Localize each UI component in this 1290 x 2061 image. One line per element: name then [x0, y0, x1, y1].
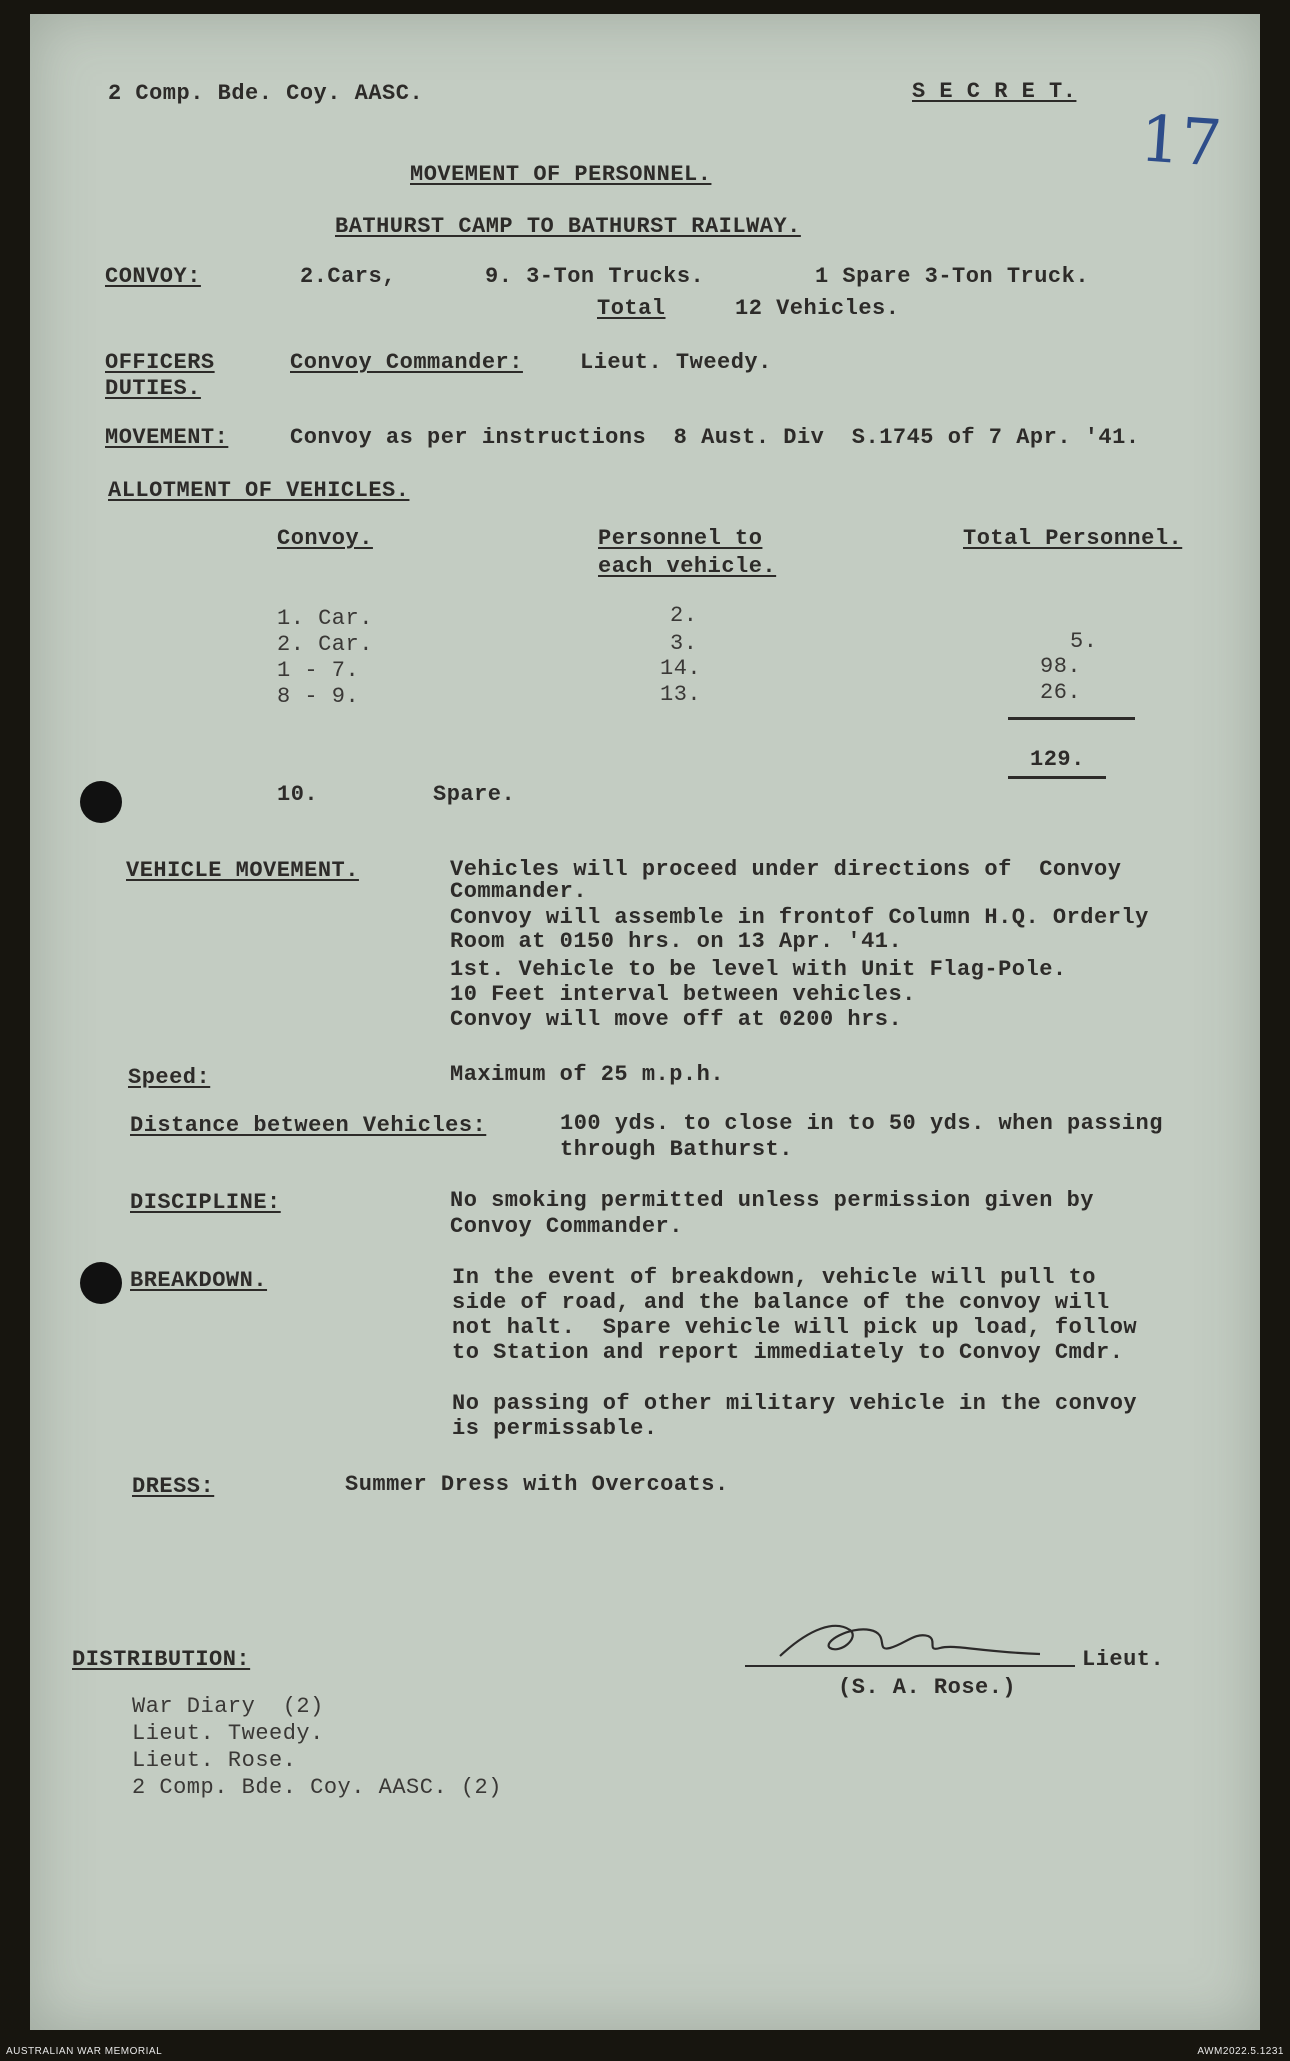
convoy-total-value: 12 Vehicles. — [735, 296, 900, 321]
total-underline — [1008, 776, 1106, 779]
table-row-total: 26. — [1040, 680, 1082, 705]
signature-scrawl — [740, 1608, 1080, 1678]
vehicle-movement-line: 1st. Vehicle to be level with Unit Flag-Pole. — [450, 957, 1067, 982]
vehicle-movement-line: 10 Feet interval between vehicles. — [450, 982, 916, 1007]
movement-label: MOVEMENT: — [105, 425, 229, 450]
dress-label: DRESS: — [132, 1474, 215, 1499]
column-header-convoy: Convoy. — [277, 526, 373, 551]
punch-hole — [80, 1262, 122, 1304]
footer-archive-name: AUSTRALIAN WAR MEMORIAL — [6, 2046, 163, 2057]
breakdown-line: not halt. Spare vehicle will pick up load, follow — [452, 1315, 1138, 1340]
convoy-commander-label: Convoy Commander: — [290, 350, 523, 375]
punch-hole — [80, 781, 122, 823]
vehicle-movement-label: VEHICLE MOVEMENT. — [126, 858, 359, 883]
distribution-item: 2 Comp. Bde. Coy. AASC. (2) — [132, 1775, 502, 1800]
column-header-personnel-2: each vehicle. — [598, 554, 777, 579]
breakdown-line: side of road, and the balance of the convoy will — [452, 1290, 1110, 1315]
dress-text: Summer Dress with Overcoats. — [345, 1472, 729, 1497]
spare-label: Spare. — [433, 782, 516, 807]
breakdown-note-2: is permissable. — [452, 1416, 658, 1441]
breakdown-line: In the event of breakdown, vehicle will pull to — [452, 1265, 1097, 1290]
distribution-item: War Diary (2) — [132, 1694, 324, 1719]
table-row-convoy: 2. Car. — [277, 632, 373, 657]
breakdown-note: No passing of other military vehicle in the convoy — [452, 1391, 1138, 1416]
table-row-personnel: 2. — [670, 603, 698, 628]
table-row-total: 5. — [1070, 629, 1098, 654]
grand-total: 129. — [1030, 747, 1085, 772]
breakdown-line: to Station and report immediately to Convoy Cmdr. — [452, 1340, 1124, 1365]
table-row-personnel: 3. — [670, 631, 698, 656]
vehicle-movement-line: Vehicles will proceed under directions of Convoy — [450, 857, 1122, 882]
convoy-spare: 1 Spare 3-Ton Truck. — [815, 264, 1090, 289]
table-row-convoy: 8 - 9. — [277, 684, 360, 709]
discipline-text-2: Convoy Commander. — [450, 1214, 683, 1239]
speed-text: Maximum of 25 m.p.h. — [450, 1062, 725, 1087]
classification-stamp: S E C R E T. — [912, 79, 1077, 104]
table-row-convoy: 1 - 7. — [277, 658, 360, 683]
distance-text: 100 yds. to close in to 50 yds. when passing — [560, 1111, 1163, 1136]
page-number: 17 — [1137, 102, 1224, 182]
spare-number: 10. — [277, 782, 319, 807]
officers-label-duties: DUTIES. — [105, 376, 201, 401]
vehicle-movement-line: Convoy will move off at 0200 hrs. — [450, 1007, 903, 1032]
unit-name: 2 Comp. Bde. Coy. AASC. — [108, 81, 424, 106]
convoy-commander-name: Lieut. Tweedy. — [580, 350, 772, 375]
document-subtitle: BATHURST CAMP TO BATHURST RAILWAY. — [335, 214, 801, 239]
signature-name: (S. A. Rose.) — [838, 1675, 1017, 1700]
column-header-total: Total Personnel. — [963, 526, 1183, 551]
speed-label: Speed: — [128, 1065, 211, 1090]
distribution-item: Lieut. Tweedy. — [132, 1721, 324, 1746]
table-row-personnel: 14. — [660, 656, 702, 681]
convoy-trucks: 9. 3-Ton Trucks. — [485, 264, 705, 289]
convoy-total-label: Total — [597, 296, 666, 321]
table-row-personnel: 13. — [660, 682, 702, 707]
total-rule — [1008, 717, 1135, 720]
document-title: MOVEMENT OF PERSONNEL. — [410, 162, 712, 187]
vehicle-movement-line: Convoy will assemble in frontof Column H.Q. Orderly — [450, 905, 1149, 930]
convoy-cars: 2.Cars, — [300, 264, 396, 289]
vehicle-movement-line: Commander. — [450, 879, 588, 904]
discipline-label: DISCIPLINE: — [130, 1190, 281, 1215]
discipline-text: No smoking permitted unless permission given by — [450, 1188, 1095, 1213]
convoy-label: CONVOY: — [105, 264, 201, 289]
column-header-personnel: Personnel to — [598, 526, 763, 551]
vehicle-movement-line: Room at 0150 hrs. on 13 Apr. '41. — [450, 929, 903, 954]
distribution-item: Lieut. Rose. — [132, 1748, 297, 1773]
table-row-convoy: 1. Car. — [277, 606, 373, 631]
movement-text: Convoy as per instructions 8 Aust. Div S.1745 of 7 Apr. '41. — [290, 425, 1140, 450]
officers-label: OFFICERS — [105, 350, 215, 375]
allotment-label: ALLOTMENT OF VEHICLES. — [108, 478, 410, 503]
signature-rank: Lieut. — [1082, 1647, 1165, 1672]
table-row-total: 98. — [1040, 654, 1082, 679]
breakdown-label: BREAKDOWN. — [130, 1268, 268, 1293]
distribution-label: DISTRIBUTION: — [72, 1647, 251, 1672]
footer-catalogue-id: AWM2022.5.1231 — [1197, 2046, 1284, 2057]
distance-label: Distance between Vehicles: — [130, 1113, 487, 1138]
distance-text-2: through Bathurst. — [560, 1137, 793, 1162]
